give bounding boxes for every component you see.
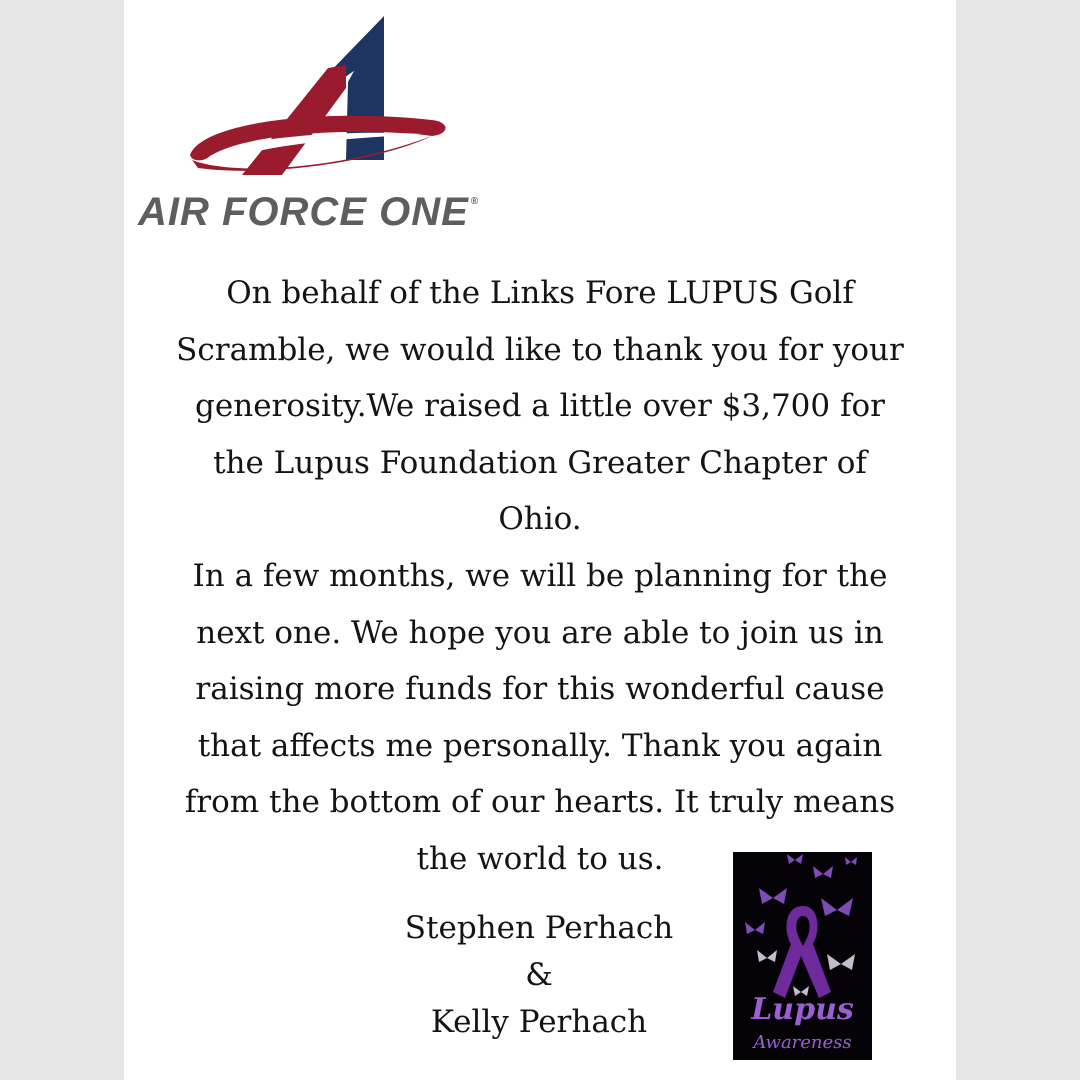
signer-name-kelly: Kelly Perhach — [430, 1004, 648, 1040]
trademark-mark: ® — [470, 196, 480, 207]
message-line: from the bottom of our hearts. It truly means — [184, 784, 896, 821]
letter-page — [124, 0, 956, 1080]
message-line: the Lupus Foundation Greater Chapter of — [213, 444, 867, 481]
lupus-awareness-image — [733, 852, 872, 1060]
message-line: the world to us. — [416, 840, 664, 877]
logo-wordmark — [138, 190, 479, 235]
message-line: In a few months, we will be planning for the — [192, 557, 888, 594]
signature-block — [374, 905, 704, 1046]
message-line: Ohio. — [498, 501, 582, 538]
butterflies-ribbon-icon — [733, 852, 872, 1060]
thank-you-message — [130, 265, 950, 888]
logo-brand-text: AIR FORCE ONE — [138, 190, 469, 234]
ribbon-icon — [773, 906, 831, 998]
message-line: Scramble, we would like to thank you for your — [176, 331, 904, 368]
message-line: next one. We hope you are able to join us in — [196, 614, 884, 651]
message-line: generosity.We raised a little over $3,700 for — [195, 388, 885, 425]
awareness-word: Awareness — [753, 1032, 852, 1053]
lupus-word: Lupus — [751, 992, 854, 1027]
butterfly-icon — [745, 854, 857, 934]
message-line: raising more funds for this wonderful cause — [195, 671, 885, 708]
signer-name-stephen: Stephen Perhach — [404, 910, 674, 946]
air-force-one-logo — [132, 10, 512, 235]
logo-emblem-icon — [132, 10, 512, 200]
message-line: that affects me personally. Thank you again — [197, 727, 883, 764]
signature-ampersand: & — [525, 957, 553, 993]
message-line: On behalf of the Links Fore LUPUS Golf — [226, 275, 854, 311]
